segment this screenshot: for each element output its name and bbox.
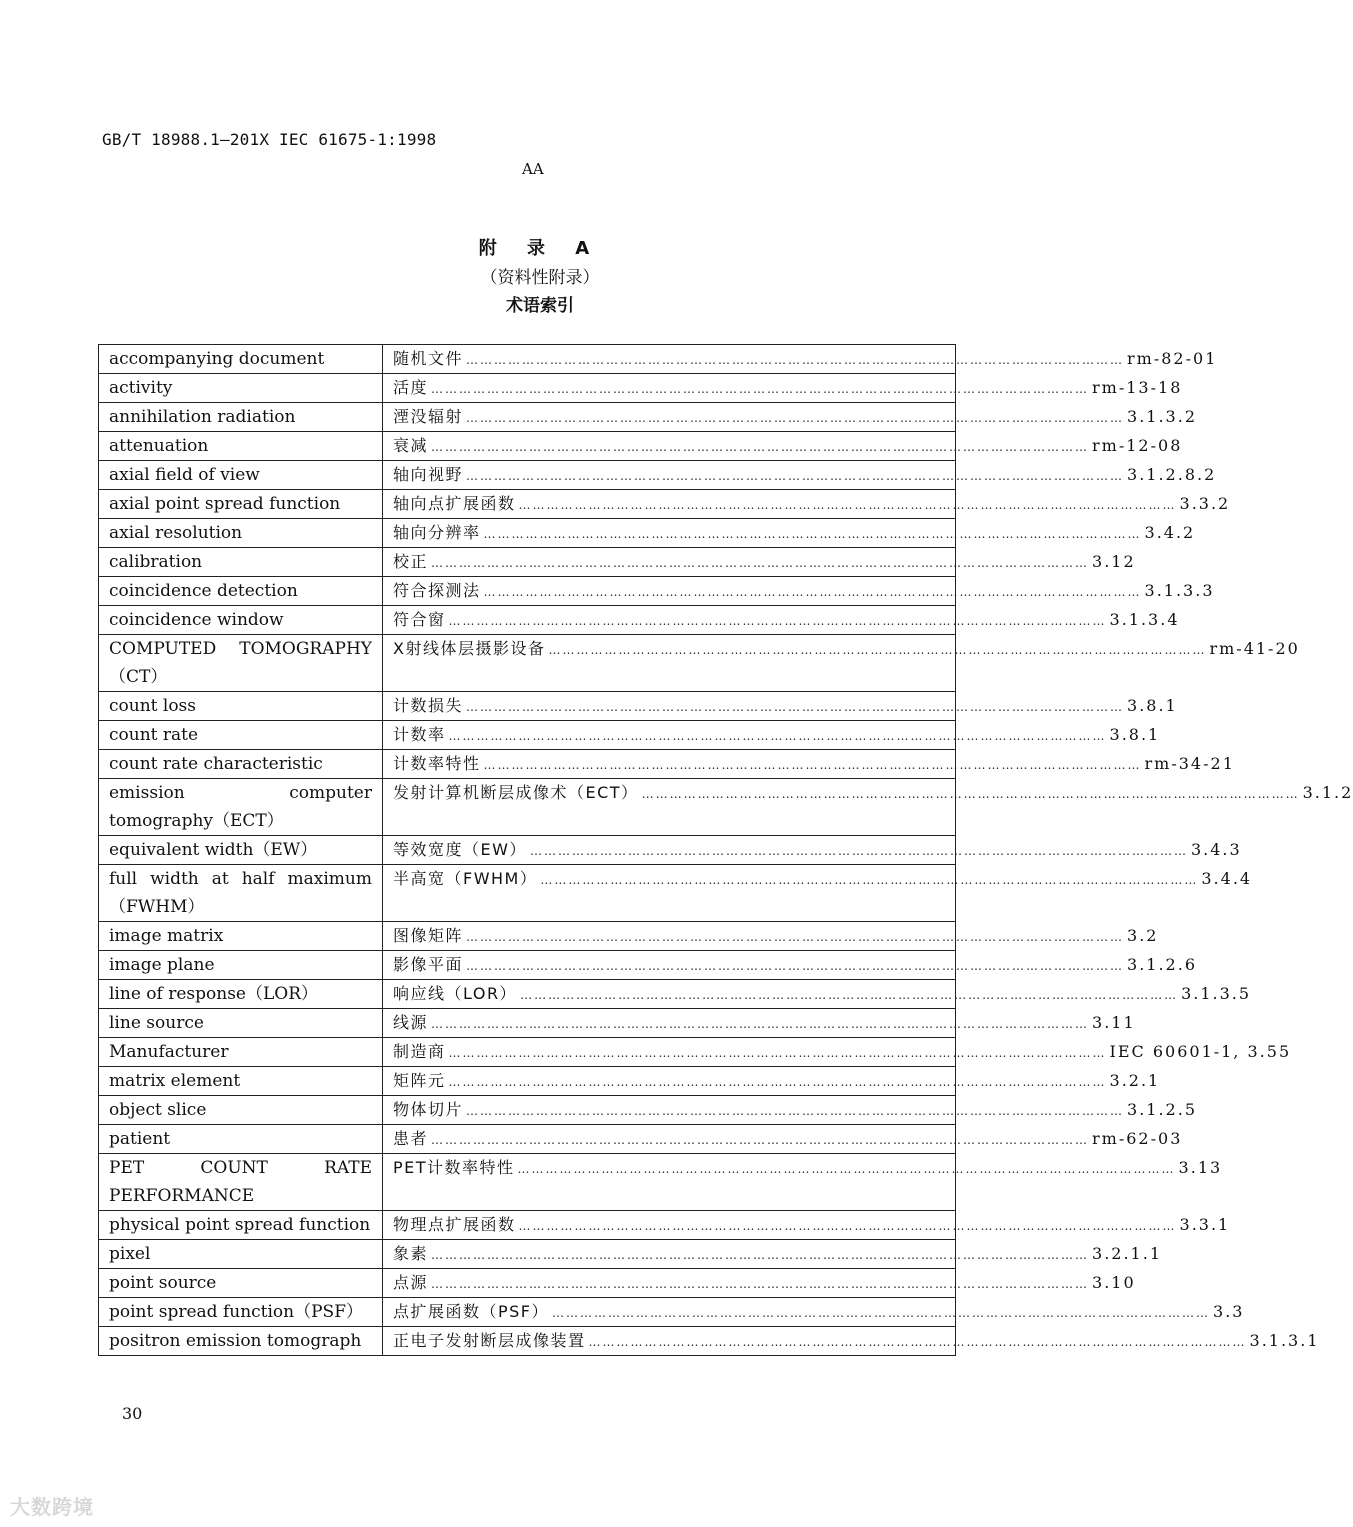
leader-dots: ……………………………………………………………………………………………………………………………	[552, 1306, 1211, 1320]
chinese-term: 湮没辐射	[393, 407, 464, 426]
chinese-term: 物理点扩展函数	[393, 1215, 516, 1234]
chinese-term: 制造商	[393, 1042, 446, 1061]
appendix-title: 附 录 A	[478, 238, 602, 259]
clause-reference: rm-62-03	[1092, 1129, 1183, 1148]
chinese-term-cell	[383, 577, 1215, 606]
chinese-term: 患者	[393, 1129, 429, 1148]
leader-dots: ……………………………………………………………………………………………………………………………	[540, 873, 1199, 887]
clause-reference: IEC 60601-1, 3.55	[1109, 1042, 1292, 1061]
english-term: PET COUNT RATE PERFORMANCE	[99, 1154, 383, 1211]
leader-dots: ……………………………………………………………………………………………………………………………	[431, 556, 1090, 570]
chinese-term: 衰减	[393, 436, 429, 455]
table-row	[99, 1269, 956, 1298]
page-number: 30	[122, 1404, 143, 1423]
table-row	[99, 490, 956, 519]
table-row	[99, 836, 956, 865]
leader-dots: ……………………………………………………………………………………………………………………………	[483, 758, 1142, 772]
leader-dots: ……………………………………………………………………………………………………………………………	[448, 1075, 1107, 1089]
chinese-term: 半高宽（FWHM）	[393, 869, 538, 888]
chinese-term-cell	[383, 403, 1197, 432]
clause-reference: 3.1.2.6	[1127, 955, 1197, 974]
chinese-term: 等效宽度（EW）	[393, 840, 527, 859]
chinese-term-cell	[383, 951, 1197, 980]
table-row	[99, 980, 956, 1009]
clause-reference: rm-82-01	[1127, 349, 1218, 368]
chinese-term: 影像平面	[393, 955, 464, 974]
english-term: COMPUTED TOMOGRAPHY（CT）	[99, 635, 383, 692]
english-term: equivalent width（EW）	[99, 836, 383, 865]
table-row	[99, 461, 956, 490]
table-row	[99, 1096, 956, 1125]
clause-reference: 3.4.3	[1190, 840, 1242, 859]
chinese-term-cell	[383, 432, 1183, 461]
chinese-term-cell	[383, 548, 1136, 577]
english-term: line of response（LOR）	[99, 980, 383, 1009]
leader-dots: ……………………………………………………………………………………………………………………………	[466, 700, 1125, 714]
leader-dots: ……………………………………………………………………………………………………………………………	[448, 729, 1107, 743]
english-term: attenuation	[99, 432, 383, 461]
chinese-term: 计数率	[393, 725, 446, 744]
english-term: patient	[99, 1125, 383, 1154]
leader-dots: ……………………………………………………………………………………………………………………………	[529, 844, 1188, 858]
chinese-term-cell	[383, 345, 1218, 374]
chinese-term-cell	[383, 865, 1253, 922]
leader-dots: ……………………………………………………………………………………………………………………………	[431, 382, 1090, 396]
chinese-term-cell	[383, 490, 1231, 519]
table-row	[99, 403, 956, 432]
english-term: axial resolution	[99, 519, 383, 548]
english-term: coincidence detection	[99, 577, 383, 606]
table-row	[99, 1154, 956, 1211]
chinese-term-cell	[383, 1038, 1292, 1067]
english-term: image matrix	[99, 922, 383, 951]
clause-reference: 3.1.2	[1302, 783, 1353, 802]
leader-dots: ……………………………………………………………………………………………………………………………	[448, 1046, 1107, 1060]
table-row	[99, 1038, 956, 1067]
chinese-term: 轴向点扩展函数	[393, 494, 516, 513]
header-mark: AA	[522, 160, 544, 178]
clause-reference: 3.12	[1092, 552, 1136, 571]
leader-dots: ……………………………………………………………………………………………………………………………	[431, 440, 1090, 454]
chinese-term-cell	[383, 606, 1180, 635]
table-row	[99, 519, 956, 548]
chinese-term: 矩阵元	[393, 1071, 446, 1090]
leader-dots: ……………………………………………………………………………………………………………………………	[588, 1335, 1247, 1349]
clause-reference: 3.3.2	[1179, 494, 1231, 513]
chinese-term-cell	[383, 1240, 1162, 1269]
chinese-term: 正电子发射断层成像装置	[393, 1331, 586, 1350]
chinese-term-cell	[383, 1298, 1245, 1327]
english-term: positron emission tomograph	[99, 1327, 383, 1356]
leader-dots: ……………………………………………………………………………………………………………………………	[431, 1133, 1090, 1147]
chinese-term: 符合窗	[393, 610, 446, 629]
chinese-term: 图像矩阵	[393, 926, 464, 945]
clause-reference: 3.3.1	[1179, 1215, 1231, 1234]
chinese-term: 随机文件	[393, 349, 464, 368]
english-term: pixel	[99, 1240, 383, 1269]
english-term: point source	[99, 1269, 383, 1298]
clause-reference: 3.4.4	[1201, 869, 1253, 888]
table-row	[99, 374, 956, 403]
index-title: 术语索引	[506, 296, 574, 316]
leader-dots: ……………………………………………………………………………………………………………………………	[431, 1248, 1090, 1262]
leader-dots: ……………………………………………………………………………………………………………………………	[483, 527, 1142, 541]
chinese-term: 响应线（LOR）	[393, 984, 518, 1003]
clause-reference: 3.10	[1092, 1273, 1136, 1292]
chinese-term-cell	[383, 779, 1353, 836]
leader-dots: ……………………………………………………………………………………………………………………………	[483, 585, 1142, 599]
table-row	[99, 1125, 956, 1154]
leader-dots: ……………………………………………………………………………………………………………………………	[466, 469, 1125, 483]
chinese-term-cell	[383, 836, 1242, 865]
chinese-term: 符合探测法	[393, 581, 481, 600]
clause-reference: 3.1.3.5	[1181, 984, 1252, 1003]
standard-number: GB/T 18988.1—201X IEC 61675-1:1998	[102, 130, 437, 149]
leader-dots: ……………………………………………………………………………………………………………………………	[548, 643, 1207, 657]
chinese-term: 发射计算机断层成像术（ECT）	[393, 783, 639, 802]
table-row	[99, 1009, 956, 1038]
table-row	[99, 951, 956, 980]
english-term: axial point spread function	[99, 490, 383, 519]
table-row	[99, 922, 956, 951]
clause-reference: 3.8.1	[1127, 696, 1178, 715]
leader-dots: ……………………………………………………………………………………………………………………………	[466, 959, 1125, 973]
chinese-term: X射线体层摄影设备	[393, 639, 546, 658]
english-term: object slice	[99, 1096, 383, 1125]
english-term: point spread function（PSF）	[99, 1298, 383, 1327]
leader-dots: ……………………………………………………………………………………………………………………………	[466, 411, 1125, 425]
leader-dots: ……………………………………………………………………………………………………………………………	[466, 1104, 1125, 1118]
clause-reference: 3.1.3.1	[1249, 1331, 1320, 1350]
table-row	[99, 750, 956, 779]
chinese-term: 轴向分辨率	[393, 523, 481, 542]
table-row	[99, 345, 956, 374]
chinese-term: 象素	[393, 1244, 429, 1263]
table-row	[99, 606, 956, 635]
leader-dots: ……………………………………………………………………………………………………………………………	[517, 1162, 1176, 1176]
watermark-text: 大数跨境	[10, 1495, 94, 1519]
chinese-term-cell	[383, 750, 1235, 779]
english-term: image plane	[99, 951, 383, 980]
chinese-term-cell	[383, 1154, 1223, 1211]
english-term: matrix element	[99, 1067, 383, 1096]
chinese-term-cell	[383, 461, 1217, 490]
leader-dots: ……………………………………………………………………………………………………………………………	[518, 498, 1177, 512]
chinese-term: 活度	[393, 378, 429, 397]
clause-reference: 3.8.1	[1109, 725, 1161, 744]
chinese-term-cell	[383, 1327, 1320, 1356]
leader-dots: ……………………………………………………………………………………………………………………………	[518, 1219, 1177, 1233]
chinese-term: 计数率特性	[393, 754, 481, 773]
clause-reference: 3.13	[1178, 1158, 1223, 1177]
table-row	[99, 577, 956, 606]
clause-reference: rm-13-18	[1092, 378, 1183, 397]
table-row	[99, 432, 956, 461]
clause-reference: 3.3	[1213, 1302, 1245, 1321]
english-term: activity	[99, 374, 383, 403]
clause-reference: 3.2.1.1	[1092, 1244, 1162, 1263]
table-row	[99, 548, 956, 577]
chinese-term: 计数损失	[393, 696, 464, 715]
clause-reference: 3.11	[1092, 1013, 1136, 1032]
chinese-term: 线源	[393, 1013, 429, 1032]
english-term: accompanying document	[99, 345, 383, 374]
english-term: annihilation radiation	[99, 403, 383, 432]
appendix-titles	[0, 234, 1080, 320]
chinese-term-cell	[383, 1125, 1183, 1154]
chinese-term-cell	[383, 1009, 1136, 1038]
chinese-term: 点扩展函数（PSF）	[393, 1302, 550, 1321]
chinese-term-cell	[383, 1269, 1136, 1298]
terms-index-table	[98, 344, 1353, 1356]
clause-reference: rm-34-21	[1144, 754, 1235, 773]
watermark-logo	[10, 1491, 94, 1520]
table-row	[99, 1211, 956, 1240]
chinese-term-cell	[383, 374, 1183, 403]
leader-dots: ……………………………………………………………………………………………………………………………	[520, 988, 1179, 1002]
leader-dots: ……………………………………………………………………………………………………………………………	[431, 1017, 1090, 1031]
chinese-term: 物体切片	[393, 1100, 464, 1119]
leader-dots: ……………………………………………………………………………………………………………………………	[448, 614, 1107, 628]
chinese-term-cell	[383, 1096, 1197, 1125]
clause-reference: 3.1.3.4	[1109, 610, 1180, 629]
clause-reference: 3.2	[1127, 926, 1159, 945]
english-term: Manufacturer	[99, 1038, 383, 1067]
table-row	[99, 779, 956, 836]
table-row	[99, 1240, 956, 1269]
chinese-term-cell	[383, 635, 1300, 692]
clause-reference: 3.2.1	[1109, 1071, 1161, 1090]
chinese-term-cell	[383, 980, 1252, 1009]
chinese-term-cell	[383, 519, 1196, 548]
table-row	[99, 1298, 956, 1327]
leader-dots: ……………………………………………………………………………………………………………………………	[431, 1277, 1090, 1291]
table-row	[99, 635, 956, 692]
english-term: full width at half maximum（FWHM）	[99, 865, 383, 922]
english-term: emission computer tomography（ECT）	[99, 779, 383, 836]
table-row	[99, 692, 956, 721]
chinese-term-cell	[383, 922, 1159, 951]
english-term: line source	[99, 1009, 383, 1038]
chinese-term-cell	[383, 1211, 1231, 1240]
table-row	[99, 1327, 956, 1356]
clause-reference: rm-12-08	[1092, 436, 1183, 455]
chinese-term: 校正	[393, 552, 429, 571]
appendix-type: （资料性附录）	[480, 268, 600, 288]
english-term: count loss	[99, 692, 383, 721]
english-term: calibration	[99, 548, 383, 577]
chinese-term-cell	[383, 1067, 1161, 1096]
clause-reference: rm-41-20	[1209, 639, 1300, 658]
clause-reference: 3.1.2.5	[1127, 1100, 1197, 1119]
chinese-term: 点源	[393, 1273, 429, 1292]
english-term: count rate	[99, 721, 383, 750]
clause-reference: 3.1.2.8.2	[1127, 465, 1217, 484]
table-row	[99, 721, 956, 750]
chinese-term: PET计数率特性	[393, 1158, 515, 1177]
clause-reference: 3.4.2	[1144, 523, 1196, 542]
clause-reference: 3.1.3.3	[1144, 581, 1215, 600]
clause-reference: 3.1.3.2	[1127, 407, 1197, 426]
english-term: count rate characteristic	[99, 750, 383, 779]
table-row	[99, 1067, 956, 1096]
chinese-term-cell	[383, 692, 1178, 721]
english-term: axial field of view	[99, 461, 383, 490]
table-row	[99, 865, 956, 922]
leader-dots: ……………………………………………………………………………………………………………………………	[466, 930, 1125, 944]
chinese-term-cell	[383, 721, 1161, 750]
chinese-term: 轴向视野	[393, 465, 464, 484]
english-term: coincidence window	[99, 606, 383, 635]
leader-dots: ……………………………………………………………………………………………………………………………	[641, 787, 1300, 801]
leader-dots: ……………………………………………………………………………………………………………………………	[466, 353, 1125, 367]
english-term: physical point spread function	[99, 1211, 383, 1240]
